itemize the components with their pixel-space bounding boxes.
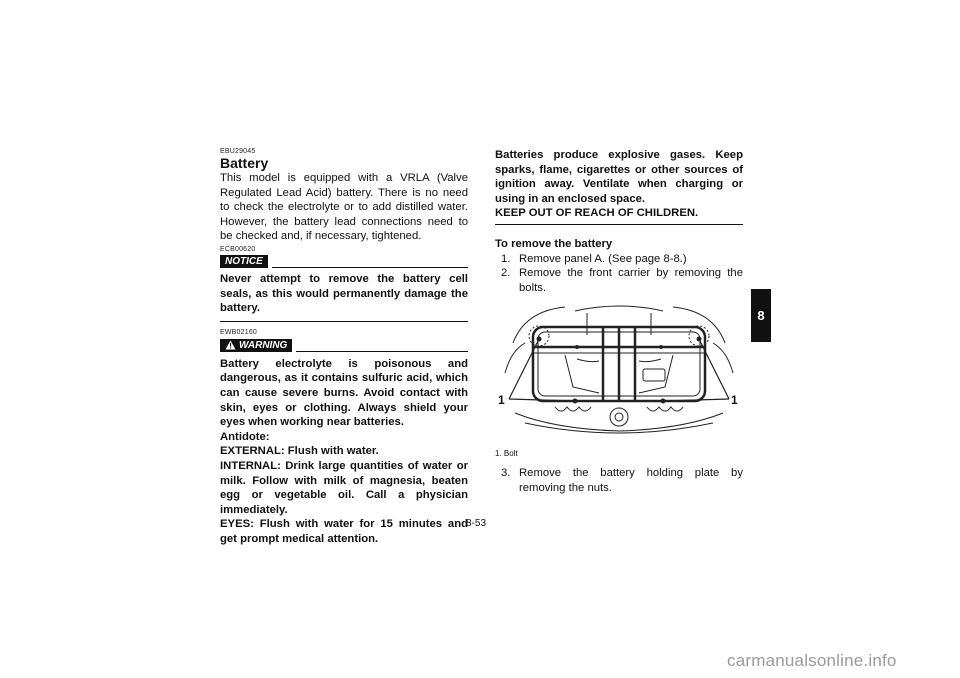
warning-line: Antidote: <box>220 430 270 443</box>
figure-caption: 1. Bolt <box>495 449 518 459</box>
notice-bottom-rule <box>220 321 468 322</box>
page-number: 8-53 <box>466 518 487 529</box>
notice-badge: NOTICE <box>220 255 268 268</box>
front-carrier-drawing <box>495 303 743 445</box>
chapter-tab: 8 <box>751 289 771 342</box>
right-column <box>495 148 743 496</box>
keep-out-text: KEEP OUT OF REACH OF CHILDREN. <box>495 207 699 220</box>
watermark: carmanualsonline.info <box>727 651 897 670</box>
section-code: EBU29045 <box>220 148 256 155</box>
warning-code: EWB02160 <box>220 328 258 336</box>
carrier-illustration <box>495 303 743 445</box>
steps-list-continued <box>495 466 743 495</box>
list-item: 1. Remove panel A. (See page 8-8.) <box>501 252 687 265</box>
warning-line: INTERNAL: Drink large quantities of water or milk. Follow with milk of magnesia, beaten egg or vegetable oil. Call a physician immediately. <box>220 459 468 516</box>
notice-text: Never attempt to remove the battery cell seals, as this would permanently damage the battery. <box>220 272 468 315</box>
steps-list <box>495 252 743 296</box>
callout-label-left: 1 <box>498 393 505 408</box>
intro-paragraph: This model is equipped with a VRLA (Valve Regulated Lead Acid) battery. There is no need to check the electrolyte or to add distilled water. However, the battery lead connections need to be checked and, if necessary, tightened. <box>220 172 468 243</box>
notice-divider <box>272 267 468 268</box>
subheading: To remove the battery <box>495 237 613 250</box>
warning-line: EXTERNAL: Flush with water. <box>220 445 379 458</box>
warning-divider <box>296 351 468 352</box>
warning-bottom-rule <box>495 224 743 225</box>
warning-badge <box>220 339 292 352</box>
warning-line: Battery electrolyte is poisonous and dangerous, as it contains sulfuric acid, which can cause severe burns. Avoid contact with skin, eyes or clothing. Always shield your eyes when working near batteries. <box>220 357 468 429</box>
list-item: 2. Remove the front carrier by removing the bolts. <box>501 267 743 294</box>
warning-triangle-icon <box>225 340 236 350</box>
list-item: 3. Remove the battery holding plate by removing the nuts. <box>501 467 743 494</box>
left-column <box>220 148 468 546</box>
notice-header <box>220 254 468 268</box>
warning-body <box>220 357 468 547</box>
notice-code: ECB00620 <box>220 245 256 253</box>
warning-continued: Batteries produce explosive gases. Keep sparks, flame, cigarettes or other sources of ignition away. Ventilate when charging or using in an enclosed space. <box>495 149 743 205</box>
warning-label: WARNING <box>239 339 288 351</box>
callout-label-right: 1 <box>731 393 738 408</box>
warning-header <box>220 338 468 352</box>
section-title: Battery <box>220 155 269 171</box>
warning-line: EYES: Flush with water for 15 minutes and get prompt medical attention. <box>220 518 468 545</box>
